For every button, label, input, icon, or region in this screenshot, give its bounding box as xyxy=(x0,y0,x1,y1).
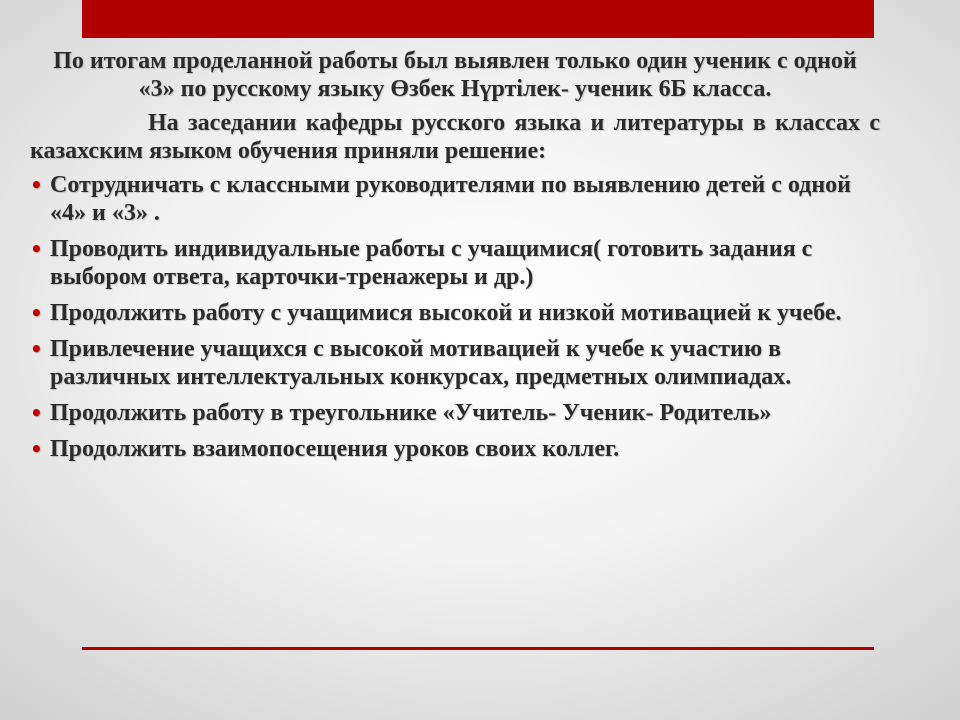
list-item-text: Продолжить взаимопосещения уроков своих коллег. xyxy=(50,436,620,462)
list-item xyxy=(30,299,880,327)
bullet-icon: • xyxy=(30,237,43,261)
bottom-accent-rule xyxy=(82,647,874,650)
bullet-icon: • xyxy=(30,337,43,361)
bullet-icon: • xyxy=(30,301,43,325)
decision-paragraph: На заседании кафедры русского языка и литературы в классах с казахским языком обучения приняли решение: xyxy=(30,110,880,164)
list-item xyxy=(30,335,880,391)
list-item xyxy=(30,435,880,463)
slide-content xyxy=(30,47,880,471)
list-item-text: Продолжить работу в треугольнике «Учитель- Ученик- Родитель» xyxy=(50,400,772,426)
top-accent-bar xyxy=(82,0,874,38)
list-item xyxy=(30,399,880,427)
intro-paragraph: По итогам проделанной работы был выявлен только один ученик с одной «3» по русскому языку Өзбек Нүртілек- ученик 6Б класса. xyxy=(53,48,857,102)
list-item-text: Проводить индивидуальные работы с учащимися( готовить задания с выбором ответа, карточки-тренажеры и др.) xyxy=(50,236,813,290)
list-item-text: Продолжить работу с учащимися высокой и низкой мотивацией к учебе. xyxy=(50,300,842,326)
list-item-text: Привлечение учащихся с высокой мотивацией к учебе к участию в различных интеллектуальных конкурсах, предметных олимпиадах. xyxy=(50,336,792,390)
decision-list xyxy=(30,171,880,463)
list-item xyxy=(30,171,880,227)
bullet-icon: • xyxy=(30,437,43,461)
bullet-icon: • xyxy=(30,401,43,425)
list-item xyxy=(30,235,880,291)
bullet-icon: • xyxy=(30,173,43,197)
list-item-text: Сотрудничать с классными руководителями по выявлению детей с одной «4» и «3» . xyxy=(50,172,851,226)
